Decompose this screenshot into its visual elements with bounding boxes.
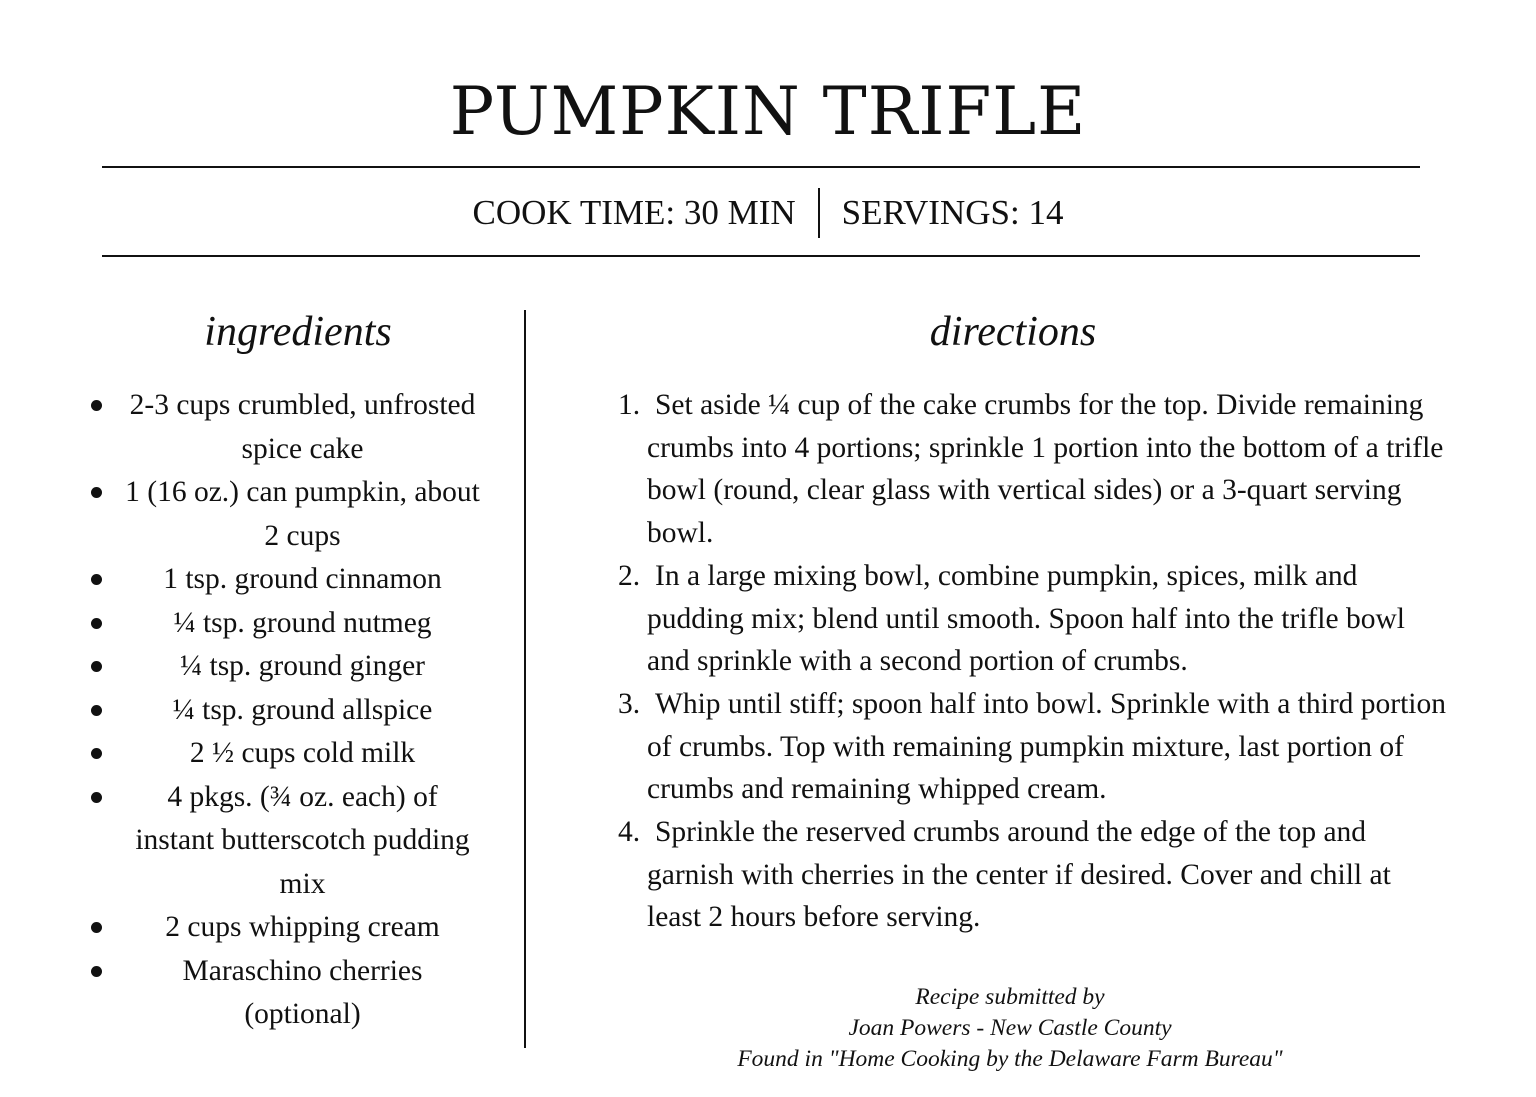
bullet-icon [91,966,102,977]
ingredient-text: 2 cups whipping cream [165,911,440,943]
bullet-icon [91,792,102,803]
recipe-meta-bar [0,188,1536,238]
recipe-credit [610,982,1410,1075]
ingredient-item [80,384,525,471]
ingredient-text: 2-3 cups crumbled, unfrosted spice cake [129,389,476,465]
step-number: 1. [618,389,641,421]
direction-step [618,683,1448,811]
ingredient-text: 1 (16 oz.) can pumpkin, about 2 cups [125,476,480,552]
direction-step [618,555,1448,683]
credit-line-source: Found in "Home Cooking by the Delaware Farm Bureau" [737,1046,1283,1072]
step-text: Sprinkle the reserved crumbs around the edge of the top and garnish with cherries in the center if desired. Cover and chill at least 2 hours before serving. [647,816,1391,934]
bullet-icon [91,705,102,716]
ingredients-list [80,384,525,1037]
step-text: In a large mixing bowl, combine pumpkin, spices, milk and pudding mix; blend until smooth. Spoon half into the trifle bowl and sprinkle with a second portion of crumbs. [647,559,1405,678]
ingredient-text: 1 tsp. ground cinnamon [163,563,442,595]
step-text: Whip until stiff; spoon half into bowl. Sprinkle with a third portion of crumbs. Top with remaining pumpkin mixture, last portion of crumbs and remaining whipped cream. [647,687,1446,806]
ingredient-item [80,602,525,646]
ingredient-item [80,689,525,733]
step-number: 4. [618,816,641,849]
bullet-icon [91,400,102,411]
step-number: 3. [618,687,641,720]
bottom-divider [102,255,1420,257]
ingredient-item [80,558,525,602]
ingredient-text: ¼ tsp. ground ginger [180,650,425,682]
bullet-icon [91,922,102,933]
top-divider [102,166,1420,168]
credit-line-author: Joan Powers - New Castle County [848,1015,1172,1041]
direction-step [618,384,1448,555]
step-number: 2. [618,559,641,592]
ingredient-text: 4 pkgs. (¾ oz. each) of instant butterscotch pudding mix [135,780,470,900]
step-text: Set aside ¼ cup of the cake crumbs for the top. Divide remaining crumbs into 4 portions; sprinkle 1 portion into the bottom of a trifle bowl (round, clear glass with vertical sides) or a 3-quart serving bowl. [647,389,1444,550]
servings: SERVINGS: 14 [841,193,1064,232]
directions-list [618,384,1448,939]
ingredient-item [80,645,525,689]
ingredient-text: Maraschino cherries (optional) [182,954,423,1030]
ingredients-heading: ingredients [204,309,392,355]
bullet-icon [91,661,102,672]
cook-time: COOK TIME: 30 MIN [472,193,796,232]
ingredient-item [80,471,525,558]
ingredient-item [80,950,525,1037]
ingredient-text: ¼ tsp. ground allspice [172,693,433,726]
ingredient-item [80,906,525,950]
ingredient-item [80,776,525,907]
ingredient-text: ¼ tsp. ground nutmeg [173,606,432,639]
ingredient-item [80,732,525,776]
directions-heading: directions [929,309,1097,355]
bullet-icon [91,574,102,585]
direction-step [618,811,1448,939]
recipe-title: PUMPKIN TRIFLE [449,73,1087,150]
bullet-icon [91,618,102,629]
credit-line-submitted: Recipe submitted by [915,984,1105,1010]
ingredient-text: 2 ½ cups cold milk [189,737,416,769]
bullet-icon [91,487,102,498]
bullet-icon [91,748,102,759]
